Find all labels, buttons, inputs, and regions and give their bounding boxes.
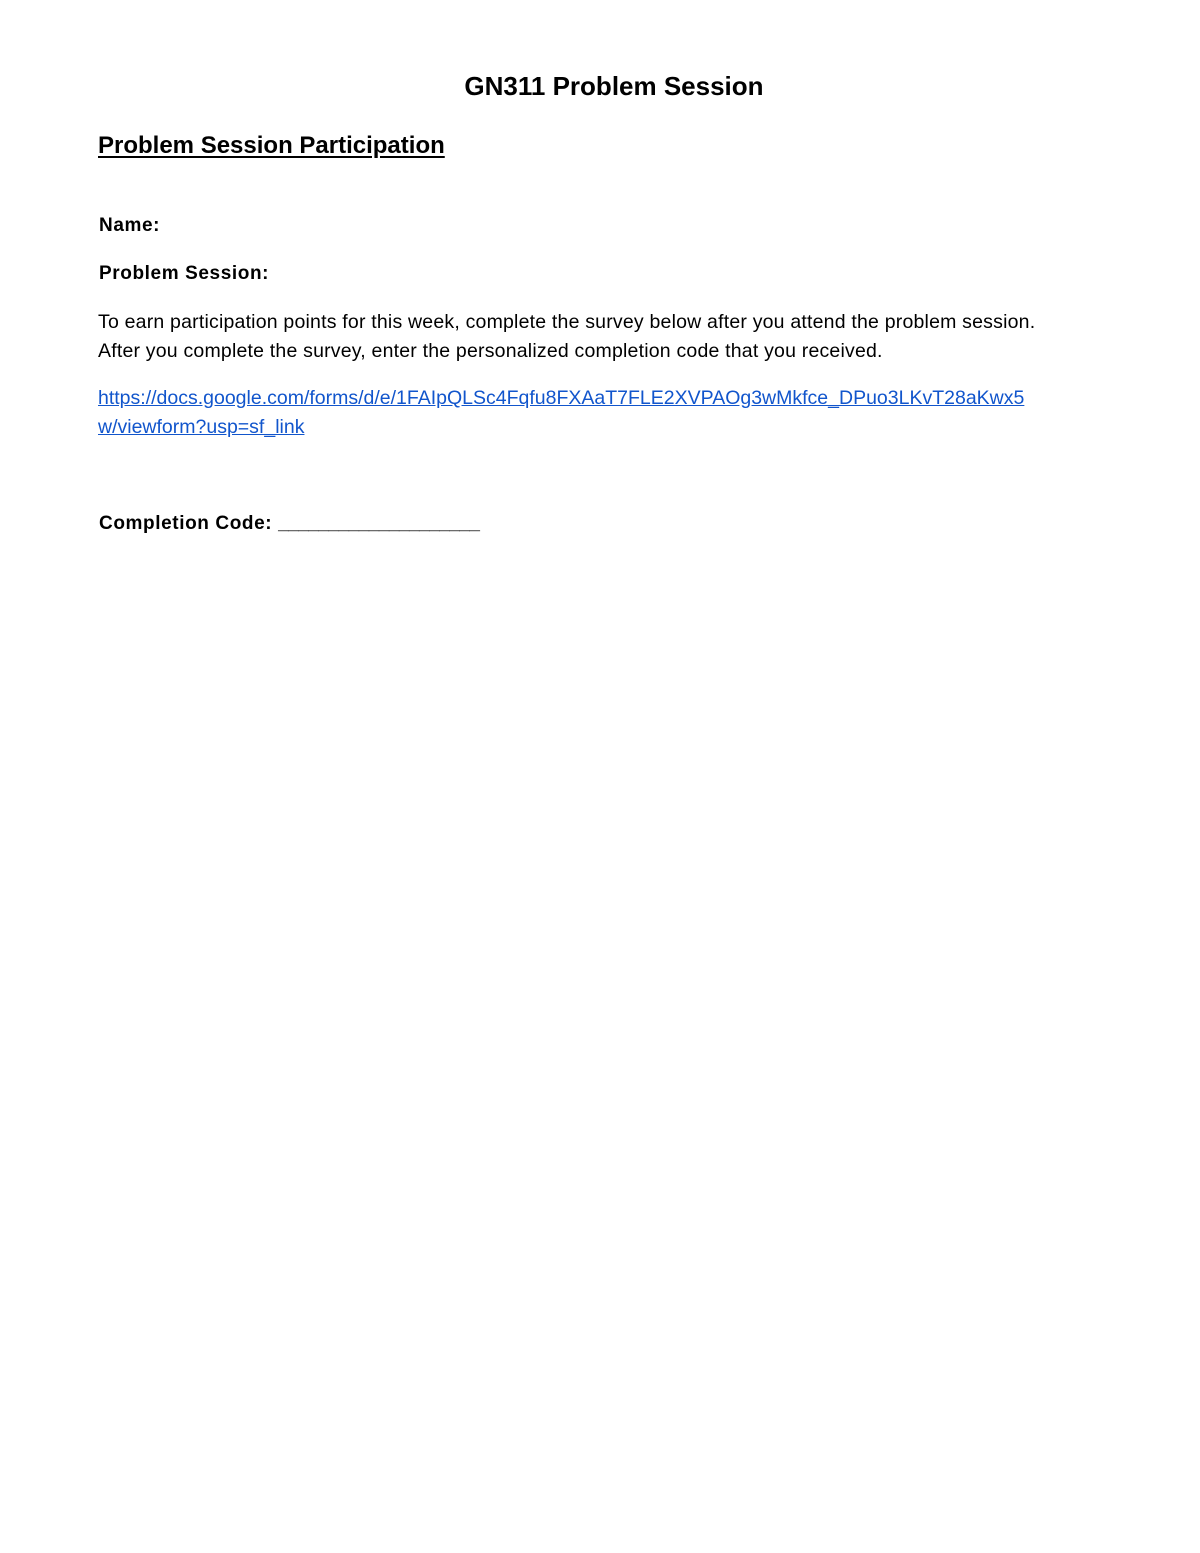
survey-link-line-2[interactable]: w/viewform?usp=sf_link — [98, 416, 305, 438]
survey-link-line-1[interactable]: https://docs.google.com/forms/d/e/1FAIpQLSc4Fqfu8FXAaT7FLE2XVPAOg3wMkfce_DPuo3LKvT28aKwx5 — [98, 387, 1025, 409]
document-title: GN311 Problem Session — [464, 71, 764, 101]
section-heading: Problem Session Participation — [98, 132, 445, 159]
problem-session-label: Problem Session: — [99, 263, 270, 284]
instructions-line-2: After you complete the survey, enter the personalized completion code that you received. — [98, 339, 883, 362]
instructions-paragraph — [98, 308, 1138, 365]
survey-link[interactable] — [98, 384, 1138, 442]
name-label: Name: — [99, 215, 161, 236]
instructions-line-1: To earn participation points for this week, complete the survey below after you attend the problem session. — [98, 311, 1036, 333]
completion-code-label: Completion Code: — [99, 513, 279, 534]
completion-code-row — [99, 511, 479, 537]
completion-code-blank: ____________________ — [278, 513, 480, 534]
